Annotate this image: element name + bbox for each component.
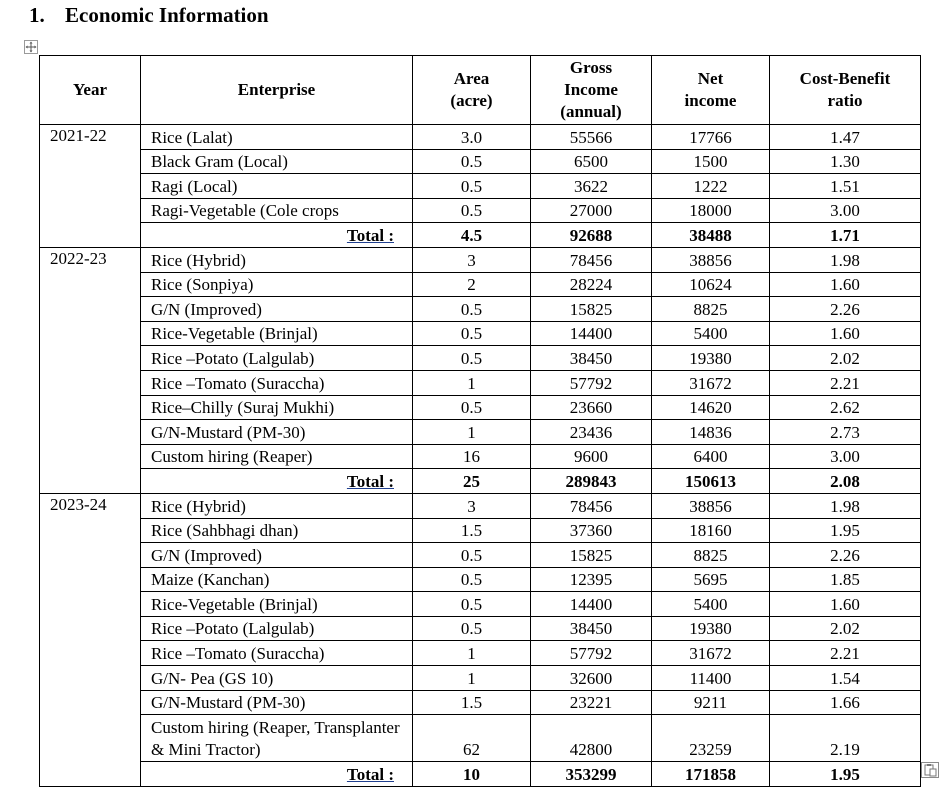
cell-area: 0.5: [413, 567, 531, 592]
cell-area: 0.5: [413, 149, 531, 174]
cell-enterprise: Rice (Sonpiya): [141, 272, 413, 297]
table-row: [40, 174, 921, 199]
total-row: [40, 223, 921, 248]
cell-year: 2023-24: [40, 493, 141, 786]
cell-area: 0.5: [413, 616, 531, 641]
cell-cost-benefit-ratio: 1.60: [770, 592, 921, 617]
total-net-income: 150613: [652, 469, 770, 494]
cell-gross-income: 38450: [531, 616, 652, 641]
cell-gross-income: 57792: [531, 641, 652, 666]
table-row: [40, 518, 921, 543]
cell-gross-income: 55566: [531, 125, 652, 150]
cell-cost-benefit-ratio: 1.47: [770, 125, 921, 150]
table-row: [40, 444, 921, 469]
table-row: [40, 592, 921, 617]
cell-area: 0.5: [413, 592, 531, 617]
four-arrow-move-icon[interactable]: [24, 40, 38, 54]
cell-enterprise: Rice –Tomato (Suraccha): [141, 641, 413, 666]
cell-net-income: 17766: [652, 125, 770, 150]
table-row: [40, 272, 921, 297]
cell-cost-benefit-ratio: 3.00: [770, 198, 921, 223]
cell-net-income: 18000: [652, 198, 770, 223]
cell-gross-income: 57792: [531, 370, 652, 395]
cell-net-income: 38856: [652, 493, 770, 518]
header-year: Year: [40, 56, 141, 125]
total-cost-benefit-ratio: 1.71: [770, 223, 921, 248]
table-row: [40, 616, 921, 641]
cell-area: 1: [413, 666, 531, 691]
cell-gross-income: 38450: [531, 346, 652, 371]
cell-gross-income: 15825: [531, 543, 652, 568]
total-row: [40, 469, 921, 494]
total-row: [40, 762, 921, 787]
table-row: [40, 346, 921, 371]
table-row: [40, 715, 921, 762]
cell-net-income: 38856: [652, 247, 770, 272]
cell-cost-benefit-ratio: 1.66: [770, 690, 921, 715]
total-label: Total :: [141, 469, 413, 494]
cell-enterprise: Rice (Hybrid): [141, 247, 413, 272]
cell-enterprise: G/N (Improved): [141, 543, 413, 568]
cell-enterprise: Rice (Sahbhagi dhan): [141, 518, 413, 543]
cell-net-income: 19380: [652, 346, 770, 371]
cell-enterprise: Maize (Kanchan): [141, 567, 413, 592]
cell-net-income: 8825: [652, 543, 770, 568]
cell-enterprise: Ragi (Local): [141, 174, 413, 199]
cell-cost-benefit-ratio: 2.21: [770, 641, 921, 666]
cell-net-income: 5400: [652, 321, 770, 346]
cell-enterprise: Rice (Lalat): [141, 125, 413, 150]
cell-net-income: 14836: [652, 420, 770, 445]
cell-gross-income: 12395: [531, 567, 652, 592]
table-row: [40, 247, 921, 272]
cell-enterprise: Rice–Chilly (Suraj Mukhi): [141, 395, 413, 420]
cell-cost-benefit-ratio: 1.95: [770, 518, 921, 543]
cell-net-income: 1222: [652, 174, 770, 199]
cell-cost-benefit-ratio: 2.26: [770, 543, 921, 568]
cell-area: 3: [413, 247, 531, 272]
cell-area: 2: [413, 272, 531, 297]
cell-gross-income: 78456: [531, 493, 652, 518]
cell-area: 3: [413, 493, 531, 518]
cell-net-income: 31672: [652, 370, 770, 395]
cell-net-income: 8825: [652, 297, 770, 322]
cell-gross-income: 23660: [531, 395, 652, 420]
table-row: [40, 493, 921, 518]
cell-area: 1: [413, 420, 531, 445]
table-row: [40, 690, 921, 715]
table-row: [40, 149, 921, 174]
cell-cost-benefit-ratio: 1.98: [770, 247, 921, 272]
header-cost-benefit-ratio: Cost-Benefit ratio: [770, 56, 921, 125]
cell-net-income: 9211: [652, 690, 770, 715]
cell-gross-income: 32600: [531, 666, 652, 691]
cell-enterprise: Rice –Potato (Lalgulab): [141, 346, 413, 371]
cell-year: 2022-23: [40, 247, 141, 493]
cell-cost-benefit-ratio: 1.30: [770, 149, 921, 174]
cell-area: 1.5: [413, 518, 531, 543]
total-cost-benefit-ratio: 2.08: [770, 469, 921, 494]
cell-area: 0.5: [413, 395, 531, 420]
total-gross-income: 289843: [531, 469, 652, 494]
table-row: [40, 198, 921, 223]
economic-information-table: [39, 55, 921, 787]
cell-area: 3.0: [413, 125, 531, 150]
total-cost-benefit-ratio: 1.95: [770, 762, 921, 787]
cell-area: 1: [413, 641, 531, 666]
clipboard-icon[interactable]: [921, 762, 939, 778]
cell-cost-benefit-ratio: 1.85: [770, 567, 921, 592]
cell-net-income: 14620: [652, 395, 770, 420]
cell-gross-income: 14400: [531, 321, 652, 346]
cell-gross-income: 23221: [531, 690, 652, 715]
table-row: [40, 641, 921, 666]
cell-net-income: 5695: [652, 567, 770, 592]
cell-area: 0.5: [413, 346, 531, 371]
table-row: [40, 543, 921, 568]
cell-area: 1: [413, 370, 531, 395]
cell-cost-benefit-ratio: 2.73: [770, 420, 921, 445]
cell-enterprise: G/N-Mustard (PM-30): [141, 420, 413, 445]
cell-gross-income: 9600: [531, 444, 652, 469]
cell-net-income: 1500: [652, 149, 770, 174]
cell-gross-income: 37360: [531, 518, 652, 543]
header-enterprise: Enterprise: [141, 56, 413, 125]
cell-gross-income: 28224: [531, 272, 652, 297]
cell-net-income: 11400: [652, 666, 770, 691]
cell-enterprise: Rice-Vegetable (Brinjal): [141, 592, 413, 617]
table-row: [40, 567, 921, 592]
section-number: 1.: [29, 3, 45, 27]
cell-net-income: 6400: [652, 444, 770, 469]
table-body: [40, 125, 921, 787]
cell-enterprise: Black Gram (Local): [141, 149, 413, 174]
total-area: 4.5: [413, 223, 531, 248]
table-row: [40, 666, 921, 691]
cell-area: 0.5: [413, 198, 531, 223]
cell-gross-income: 23436: [531, 420, 652, 445]
cell-cost-benefit-ratio: 1.60: [770, 321, 921, 346]
table-row: [40, 321, 921, 346]
cell-enterprise: Rice-Vegetable (Brinjal): [141, 321, 413, 346]
table-row: [40, 125, 921, 150]
cell-cost-benefit-ratio: 2.02: [770, 616, 921, 641]
cell-cost-benefit-ratio: 2.02: [770, 346, 921, 371]
table-row: [40, 370, 921, 395]
cell-enterprise: G/N- Pea (GS 10): [141, 666, 413, 691]
total-gross-income: 92688: [531, 223, 652, 248]
total-gross-income: 353299: [531, 762, 652, 787]
total-net-income: 171858: [652, 762, 770, 787]
cell-area: 16: [413, 444, 531, 469]
cell-gross-income: 15825: [531, 297, 652, 322]
header-area: Area (acre): [413, 56, 531, 125]
cell-gross-income: 6500: [531, 149, 652, 174]
cell-enterprise: Custom hiring (Reaper, Transplanter & Mini Tractor): [141, 715, 413, 762]
cell-gross-income: 14400: [531, 592, 652, 617]
section-title: Economic Information: [65, 3, 269, 27]
cell-area: 0.5: [413, 174, 531, 199]
cell-cost-benefit-ratio: 1.51: [770, 174, 921, 199]
cell-net-income: 19380: [652, 616, 770, 641]
cell-cost-benefit-ratio: 2.26: [770, 297, 921, 322]
cell-gross-income: 27000: [531, 198, 652, 223]
cell-area: 0.5: [413, 543, 531, 568]
cell-gross-income: 42800: [531, 715, 652, 762]
cell-area: 0.5: [413, 321, 531, 346]
cell-year: 2021-22: [40, 125, 141, 248]
cell-net-income: 31672: [652, 641, 770, 666]
total-net-income: 38488: [652, 223, 770, 248]
cell-area: 62: [413, 715, 531, 762]
cell-enterprise: G/N-Mustard (PM-30): [141, 690, 413, 715]
cell-enterprise: Rice –Tomato (Suraccha): [141, 370, 413, 395]
cell-cost-benefit-ratio: 1.98: [770, 493, 921, 518]
cell-enterprise: Rice –Potato (Lalgulab): [141, 616, 413, 641]
cell-cost-benefit-ratio: 1.60: [770, 272, 921, 297]
table-row: [40, 395, 921, 420]
table-row: [40, 297, 921, 322]
total-label: Total :: [141, 762, 413, 787]
cell-cost-benefit-ratio: 3.00: [770, 444, 921, 469]
cell-cost-benefit-ratio: 2.62: [770, 395, 921, 420]
cell-cost-benefit-ratio: 2.21: [770, 370, 921, 395]
cell-net-income: 10624: [652, 272, 770, 297]
header-gross-income: Gross Income (annual): [531, 56, 652, 125]
header-net-income: Net income: [652, 56, 770, 125]
cell-enterprise: G/N (Improved): [141, 297, 413, 322]
cell-net-income: 5400: [652, 592, 770, 617]
cell-net-income: 18160: [652, 518, 770, 543]
total-area: 25: [413, 469, 531, 494]
cell-cost-benefit-ratio: 2.19: [770, 715, 921, 762]
table-row: [40, 420, 921, 445]
cell-area: 1.5: [413, 690, 531, 715]
cell-area: 0.5: [413, 297, 531, 322]
cell-net-income: 23259: [652, 715, 770, 762]
cell-gross-income: 78456: [531, 247, 652, 272]
section-heading: [29, 3, 269, 28]
total-area: 10: [413, 762, 531, 787]
total-label: Total :: [141, 223, 413, 248]
table-header-row: [40, 56, 921, 125]
cell-enterprise: Rice (Hybrid): [141, 493, 413, 518]
cell-enterprise: Custom hiring (Reaper): [141, 444, 413, 469]
cell-cost-benefit-ratio: 1.54: [770, 666, 921, 691]
cell-enterprise: Ragi-Vegetable (Cole crops: [141, 198, 413, 223]
cell-gross-income: 3622: [531, 174, 652, 199]
